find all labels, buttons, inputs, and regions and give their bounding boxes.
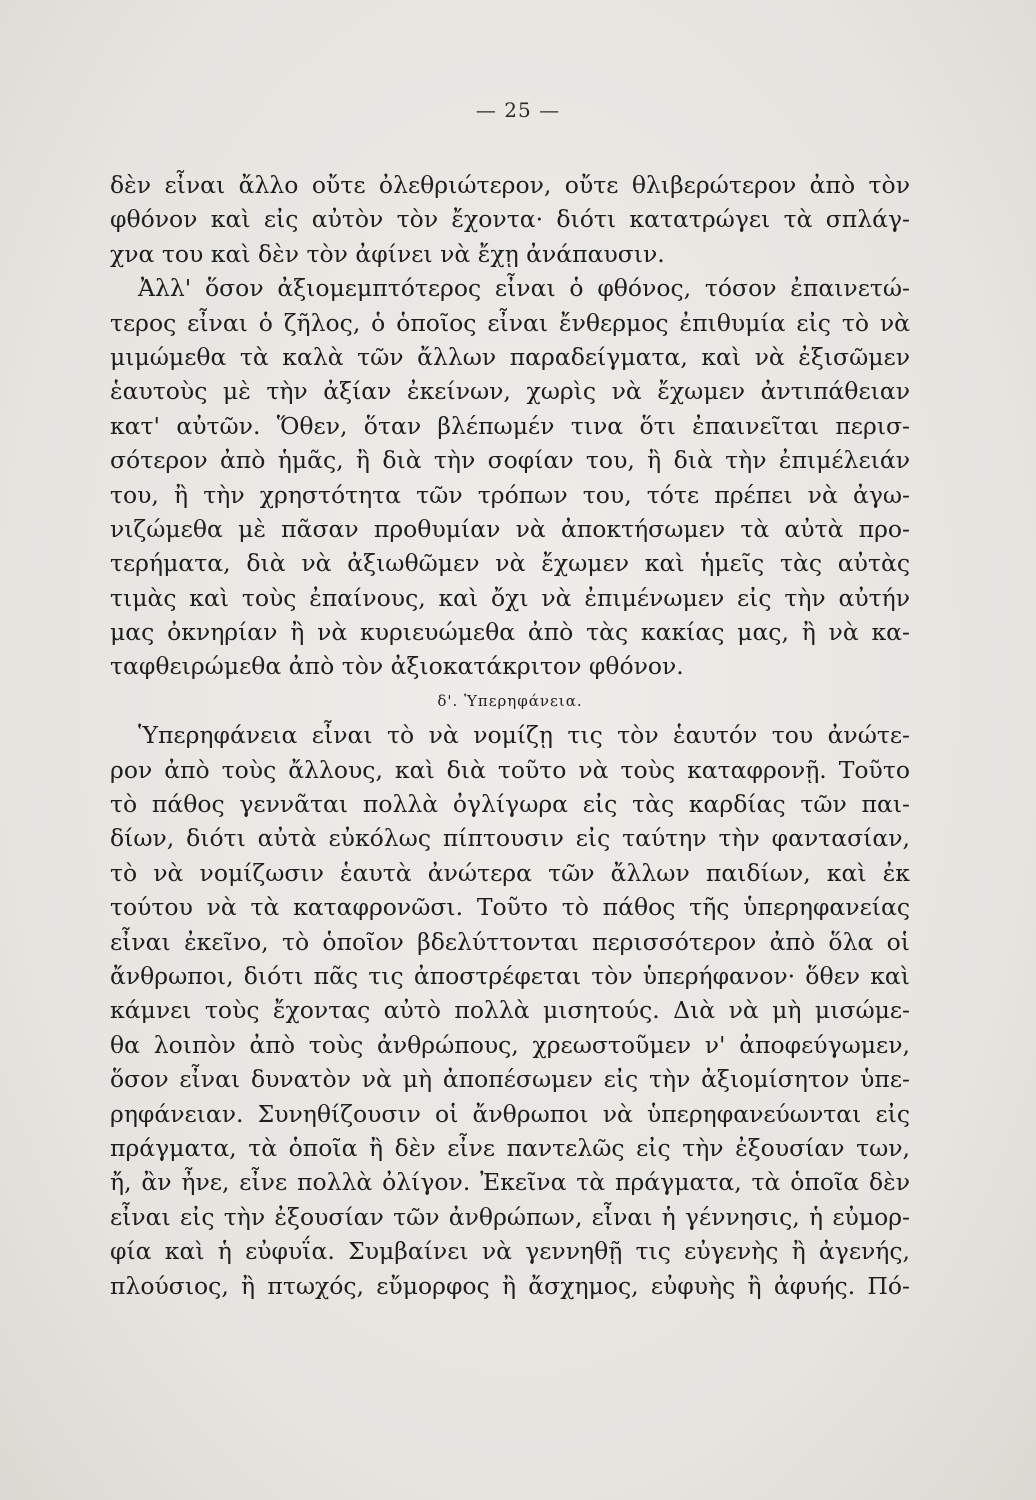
text-line: ἑαυτοὺς μὲ τὴν ἀξίαν ἐκείνων, χωρὶς νὰ ἔχωμεν ἀντιπάθειαν xyxy=(110,377,910,406)
text-line: πλούσιος, ἢ πτωχός, εὔμορφος ἢ ἄσχημος, εὐφυὴς ἢ ἀφυής. Πό- xyxy=(110,1271,910,1300)
text-line: κατ' αὐτῶν. Ὅθεν, ὅταν βλέπωμέν τινα ὅτι ἐπαινεῖται περισ- xyxy=(110,411,910,440)
text-line: ρον ἀπὸ τοὺς ἄλλους, καὶ διὰ τοῦτο νὰ τοὺς καταφρονῇ. Τοῦτο xyxy=(110,755,910,784)
text-line: τούτου νὰ τὰ καταφρονῶσι. Τοῦτο τὸ πάθος τῆς ὑπερηφανείας xyxy=(110,893,910,922)
text-line: ὅσον εἶναι δυνατὸν νὰ μὴ ἀποπέσωμεν εἰς τὴν ἀξιομίσητον ὑπε- xyxy=(110,1065,910,1094)
text-line: φία καὶ ἡ εὐφυΐα. Συμβαίνει νὰ γεννηθῇ τις εὐγενὴς ἢ ἀγενής, xyxy=(110,1237,910,1266)
page-number: — 25 — xyxy=(475,98,561,122)
text-line: ἤ, ἂν ἦνε, εἶνε πολλὰ ὀλίγον. Ἐκεῖνα τὰ πράγματα, τὰ ὁποῖα δὲν xyxy=(110,1168,910,1197)
text-line: φθόνον καὶ εἰς αὐτὸν τὸν ἔχοντα· διότι κατατρώγει τὰ σπλάγ- xyxy=(110,205,910,234)
text-line: νιζώμεθα μὲ πᾶσαν προθυμίαν νὰ ἀποκτήσωμεν τὰ αὐτὰ προ- xyxy=(110,514,910,543)
text-line: μιμώμεθα τὰ καλὰ τῶν ἄλλων παραδείγματα, καὶ νὰ ἐξισῶμεν xyxy=(110,342,910,371)
text-line: τιμὰς καὶ τοὺς ἐπαίνους, καὶ ὄχι νὰ ἐπιμένωμεν εἰς τὴν αὐτήν xyxy=(110,583,910,612)
section-heading: δ'. Ὑπερηφάνεια. xyxy=(437,691,583,710)
text-line: εἶναι ἐκεῖνο, τὸ ὁποῖον βδελύττονται περισσότερον ἀπὸ ὅλα οἱ xyxy=(110,927,910,956)
text-line: πράγματα, τὰ ὁποῖα ἢ δὲν εἶνε παντελῶς εἰς τὴν ἐξουσίαν των, xyxy=(110,1133,910,1162)
text-line: τὸ πάθος γεννᾶται πολλὰ ὀγλίγωρα εἰς τὰς καρδίας τῶν παι- xyxy=(110,790,910,819)
text-line: κάμνει τοὺς ἔχοντας αὐτὸ πολλὰ μισητούς. Διὰ νὰ μὴ μισώμε- xyxy=(110,996,910,1025)
text-line: δίων, διότι αὐτὰ εὐκόλως πίπτουσιν εἰς ταύτην τὴν φαντασίαν, xyxy=(110,824,910,853)
text-line: χνα του καὶ δὲν τὸν ἀφίνει νὰ ἔχῃ ἀνάπαυσιν. xyxy=(110,239,665,268)
text-line: Ἀλλ' ὅσον ἀξιομεμπτότερος εἶναι ὁ φθόνος, τόσον ἐπαινετώ- xyxy=(138,274,910,303)
text-line: τερος εἶναι ὁ ζῆλος, ὁ ὁποῖος εἶναι ἔνθερμος ἐπιθυμία εἰς τὸ νὰ xyxy=(110,308,910,337)
text-line: τερήματα, διὰ νὰ ἀξιωθῶμεν νὰ ἔχωμεν καὶ ἡμεῖς τὰς αὐτὰς xyxy=(110,549,910,578)
text-line: τὸ νὰ νομίζωσιν ἑαυτὰ ἀνώτερα τῶν ἄλλων παιδίων, καὶ ἐκ xyxy=(110,858,910,887)
text-line: σότερον ἀπὸ ἡμᾶς, ἢ διὰ τὴν σοφίαν του, ἢ διὰ τὴν ἐπιμέλειάν xyxy=(110,446,910,475)
paragraph-pride xyxy=(110,718,910,1303)
text-line: ρηφάνειαν. Συνηθίζουσιν οἱ ἄνθρωποι νὰ ὑπερηφανεύωνται εἰς xyxy=(110,1099,910,1128)
text-line: ἄνθρωποι, διότι πᾶς τις ἀποστρέφεται τὸν ὑπερήφανον· ὅθεν καὶ xyxy=(110,961,910,990)
paragraph-envy-end xyxy=(110,168,910,271)
text-line: ταφθειρώμεθα ἀπὸ τὸν ἀξιοκατάκριτον φθόνον. xyxy=(110,652,684,681)
text-line: μας ὀκνηρίαν ἢ νὰ κυριευώμεθα ἀπὸ τὰς κακίας μας, ἢ νὰ κα- xyxy=(110,618,910,647)
text-line: του, ἢ τὴν χρηστότητα τῶν τρόπων του, τότε πρέπει νὰ ἀγω- xyxy=(110,480,910,509)
text-line: Ὑπερηφάνεια εἶναι τὸ νὰ νομίζῃ τις τὸν ἑαυτόν του ἀνώτε- xyxy=(138,721,910,750)
text-line: δὲν εἶναι ἄλλο οὔτε ὀλεθριώτερον, οὔτε θλιβερώτερον ἀπὸ τὸν xyxy=(110,171,910,199)
text-line: εἶναι εἰς τὴν ἐξουσίαν τῶν ἀνθρώπων, εἶναι ἡ γέννησις, ἡ εὐμορ- xyxy=(110,1202,910,1231)
paragraph-zeal xyxy=(110,271,910,684)
body-text xyxy=(110,168,910,1303)
text-line: θα λοιπὸν ἀπὸ τοὺς ἀνθρώπους, χρεωστοῦμεν ν' ἀποφεύγωμεν, xyxy=(110,1030,910,1059)
